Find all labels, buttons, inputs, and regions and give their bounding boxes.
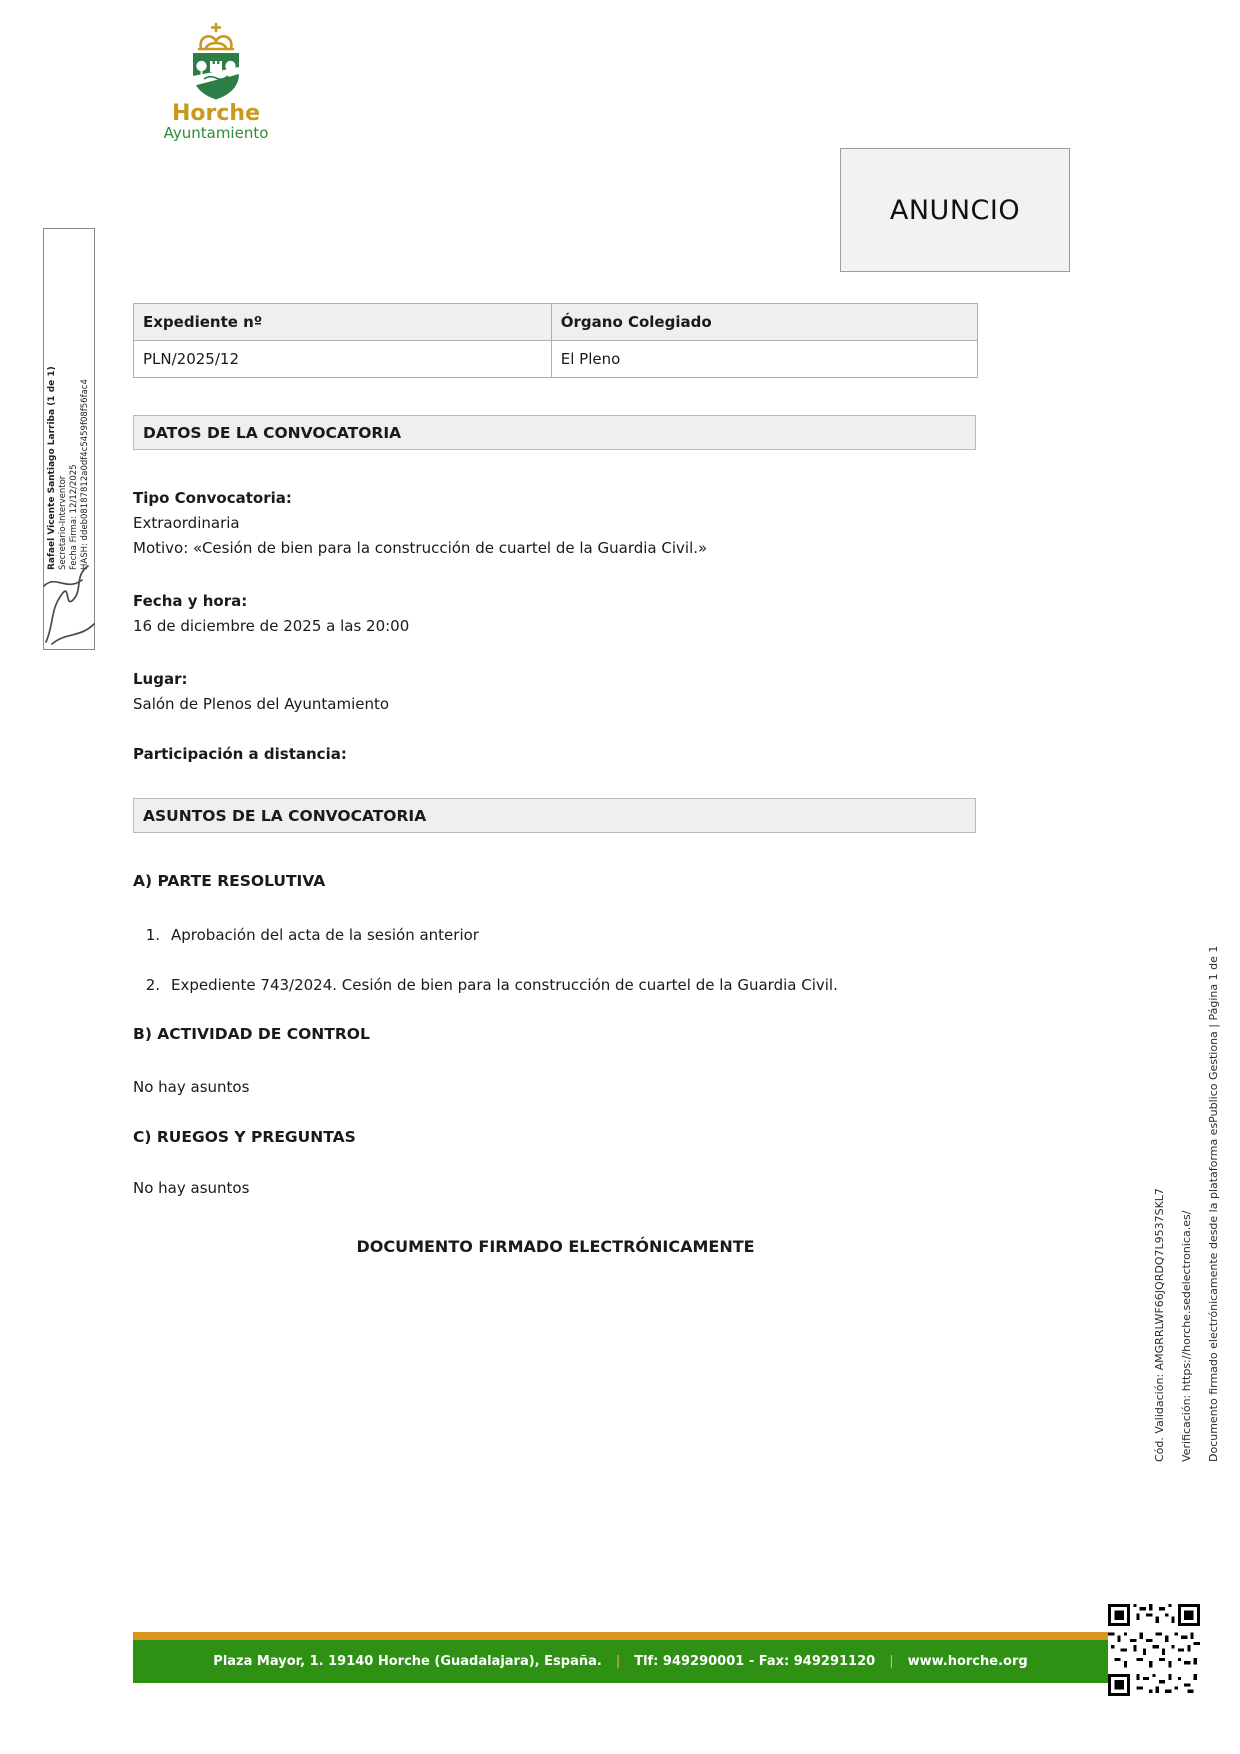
fecha-value: 16 de diciembre de 2025 a las 20:00	[133, 617, 410, 635]
field-tipo-convocatoria	[133, 486, 978, 561]
section-banner-datos	[133, 415, 976, 450]
verification-url: Verificación: https://horche.sedelectronica.es/	[1180, 1210, 1193, 1462]
agenda-item-1-number: 1.	[145, 926, 160, 944]
lugar-label: Lugar:	[133, 670, 188, 688]
tipo-value: Extraordinaria	[133, 514, 240, 532]
footer-phone: Tlf: 949290001 - Fax: 949291120	[634, 1654, 876, 1669]
footer-website: www.horche.org	[907, 1654, 1028, 1669]
logo-title: Horche	[172, 101, 260, 126]
table-row	[134, 341, 978, 378]
section-banner-asuntos	[133, 798, 976, 833]
agenda-item-1-text: Aprobación del acta de la sesión anterior	[171, 926, 479, 944]
datos-title: DATOS DE LA CONVOCATORIA	[143, 423, 402, 442]
footer-bar	[133, 1632, 1108, 1683]
signature-date: Fecha Firma: 12/12/2025	[69, 464, 79, 570]
handwritten-signature-icon	[36, 546, 100, 650]
anuncio-label: ANUNCIO	[889, 194, 1021, 226]
value-expediente: PLN/2025/12	[134, 341, 552, 378]
agenda-item-2-text: Expediente 743/2024. Cesión de bien para la construcción de cuartel de la Guardia Civil.	[171, 976, 838, 994]
header-expediente: Expediente nº	[134, 304, 552, 341]
fecha-label: Fecha y hora:	[133, 592, 248, 610]
validation-code: Cód. Validación: AMGRRLWF66JQRDQ7L9537SKL7	[1153, 1188, 1166, 1462]
logo-subtitle: Ayuntamiento	[163, 124, 269, 142]
municipality-logo	[158, 22, 274, 142]
agenda-item-1	[138, 924, 978, 946]
expediente-table	[133, 303, 978, 378]
lugar-value: Salón de Plenos del Ayuntamiento	[133, 695, 390, 713]
field-lugar	[133, 667, 978, 717]
footer-address-bar	[133, 1640, 1108, 1683]
qr-code	[1108, 1604, 1200, 1696]
signed-electronically-notice: DOCUMENTO FIRMADO ELECTRÓNICAMENTE	[356, 1237, 755, 1256]
header-organo: Órgano Colegiado	[551, 304, 977, 341]
heading-parte-resolutiva: A) PARTE RESOLUTIVA	[133, 872, 326, 890]
table-header-row	[134, 304, 978, 341]
anuncio-stamp-box	[840, 148, 1070, 272]
agenda-item-2	[138, 974, 978, 996]
heading-ruegos-preguntas: C) RUEGOS Y PREGUNTAS	[133, 1128, 356, 1146]
footer-separator: |	[889, 1654, 894, 1669]
no-items-control: No hay asuntos	[133, 1078, 250, 1096]
field-fecha-hora	[133, 589, 978, 639]
participacion-label: Participación a distancia:	[133, 745, 347, 763]
signature-hash: HASH: ddeb08187812a0df4c5459f08f56fac4	[80, 379, 90, 570]
footer-separator: |	[615, 1654, 621, 1669]
footer-gold-stripe	[133, 1632, 1108, 1640]
no-items-ruegos: No hay asuntos	[133, 1179, 250, 1197]
tipo-motivo: Motivo: «Cesión de bien para la construcción de cuartel de la Guardia Civil.»	[133, 539, 708, 557]
value-organo: El Pleno	[551, 341, 977, 378]
signer-role: Secretario-Interventor	[58, 475, 68, 570]
asuntos-title: ASUNTOS DE LA CONVOCATORIA	[143, 806, 427, 825]
platform-note: Documento firmado electrónicamente desde la plataforma esPublico Gestiona | Página 1 de 1	[1207, 945, 1220, 1462]
footer-address: Plaza Mayor, 1. 19140 Horche (Guadalajara), España.	[213, 1654, 602, 1669]
agenda-item-2-number: 2.	[145, 976, 160, 994]
heading-actividad-control: B) ACTIVIDAD DE CONTROL	[133, 1025, 370, 1043]
horche-crest-icon	[184, 22, 248, 102]
tipo-label: Tipo Convocatoria:	[133, 489, 292, 507]
signer-name: Rafael Vicente Santiago Larriba (1 de 1)	[47, 366, 57, 570]
field-participacion	[133, 742, 978, 767]
